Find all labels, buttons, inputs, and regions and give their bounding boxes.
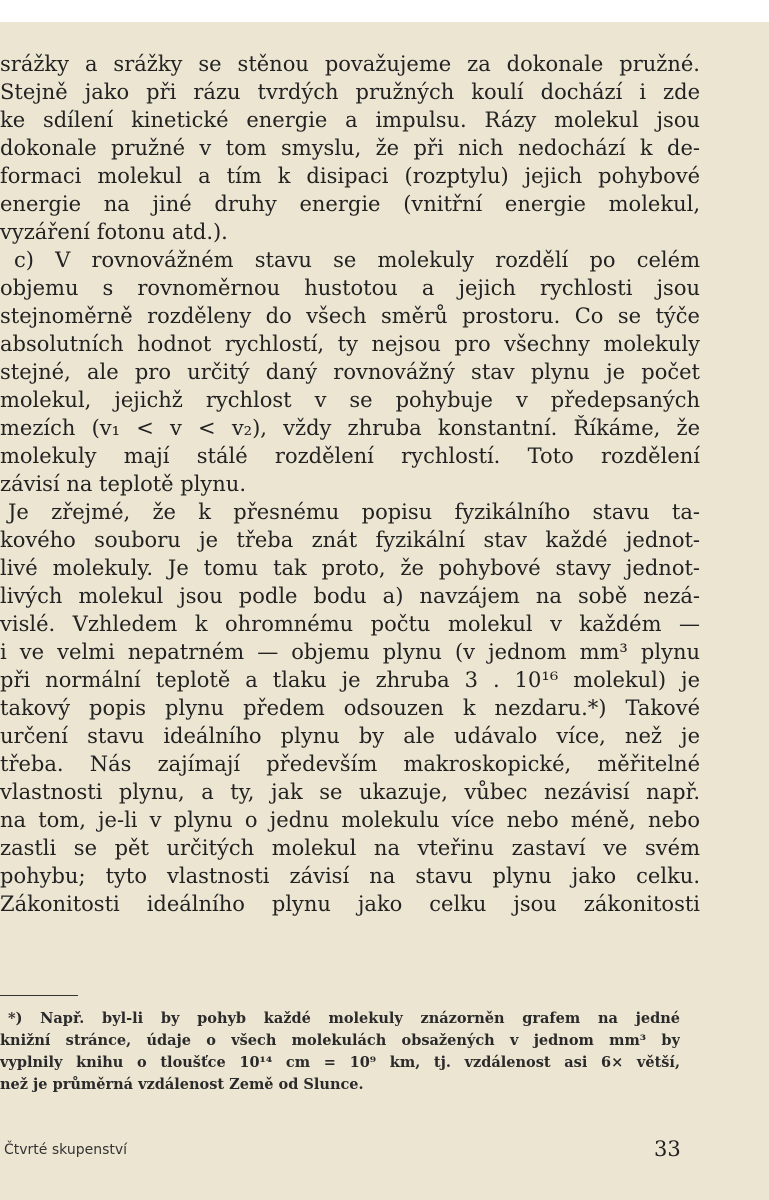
- text-line: objemu s rovnoměrnou hustotou a jejich rychlosti jsou: [0, 276, 700, 300]
- text-line: závisí na teplotě plynu.: [0, 472, 247, 496]
- text-line: energie na jiné druhy energie (vnitřní energie molekul,: [0, 192, 700, 216]
- text-line: ke sdílení kinetické energie a impulsu. Rázy molekul jsou: [0, 108, 700, 132]
- text-line: dokonale pružné v tom smyslu, že při nich nedochází k de-: [0, 136, 700, 160]
- text-line: třeba. Nás zajímají především makroskopické, měřitelné: [0, 752, 700, 776]
- text-line: stejné, ale pro určitý daný rovnovážný stav plynu je počet: [0, 360, 700, 384]
- footnote-line: vyplnily knihu o tloušťce 10¹⁴ cm = 10⁹ km, tj. vzdálenost asi 6× větší,: [0, 1054, 680, 1071]
- text-line: srážky a srážky se stěnou považujeme za dokonale pružné.: [0, 52, 700, 76]
- running-title: Čtvrté skupenství: [4, 1142, 128, 1158]
- text-line: Zákonitosti ideálního plynu jako celku jsou zákonitosti: [0, 892, 700, 916]
- page-number: 33: [654, 1137, 681, 1161]
- text-line: při normální teplotě a tlaku je zhruba 3 . 10¹⁶ molekul) je: [0, 668, 700, 692]
- text-line: vlastnosti plynu, a ty, jak se ukazuje, vůbec nezávisí např.: [0, 780, 700, 804]
- text-line: molekul, jejichž rychlost v se pohybuje v předepsaných: [0, 388, 700, 412]
- footnote: [0, 1008, 680, 1096]
- text-line: Je zřejmé, že k přesnému popisu fyzikálního stavu ta-: [8, 500, 700, 524]
- text-line: mezích (v₁ < v < v₂), vždy zhruba konstantní. Říkáme, že: [0, 416, 700, 440]
- text-line: takový popis plynu předem odsouzen k nezdaru.*) Takové: [0, 696, 700, 720]
- text-line: i ve velmi nepatrném — objemu plynu (v jednom mm³ plynu: [0, 640, 700, 664]
- text-line: molekuly mají stálé rozdělení rychlostí. Toto rozdělení: [0, 444, 700, 468]
- text-line: určení stavu ideálního plynu by ale udávalo více, než je: [0, 724, 700, 748]
- text-line: stejnoměrně rozděleny do všech směrů prostoru. Co se týče: [0, 304, 700, 328]
- text-line: na tom, je-li v plynu o jednu molekulu více nebo méně, nebo: [0, 808, 700, 832]
- footnote-divider: [0, 995, 78, 996]
- text-line: c) V rovnovážném stavu se molekuly rozdělí po celém: [14, 248, 700, 272]
- text-line: kového souboru je třeba znát fyzikální stav každé jednot-: [0, 528, 700, 552]
- text-line: livé molekuly. Je tomu tak proto, že pohybové stavy jednot-: [0, 556, 700, 580]
- footnote-line: než je průměrná vzdálenost Země od Slunce.: [0, 1076, 364, 1093]
- text-line: pohybu; tyto vlastnosti závisí na stavu plynu jako celku.: [0, 864, 700, 888]
- text-line: livých molekul jsou podle bodu a) navzájem na sobě nezá-: [0, 584, 700, 608]
- text-line: absolutních hodnot rychlostí, ty nejsou pro všechny molekuly: [0, 332, 700, 356]
- page-top-margin: [0, 0, 769, 22]
- text-line: vislé. Vzhledem k ohromnému počtu molekul v každém —: [0, 612, 700, 636]
- footnote-line: *) Např. byl-li by pohyb každé molekuly znázorněn grafem na jedné: [8, 1010, 680, 1027]
- text-line: vyzáření fotonu atd.).: [0, 220, 228, 244]
- footnote-line: knižní stránce, údaje o všech molekulách obsažených v jednom mm³ by: [0, 1032, 680, 1049]
- text-line: Stejně jako při rázu tvrdých pružných koulí dochází i zde: [0, 80, 700, 104]
- text-line: formaci molekul a tím k disipaci (rozptylu) jejich pohybové: [0, 164, 700, 188]
- body-text: [0, 50, 700, 918]
- text-line: zastli se pět určitých molekul na vteřinu zastaví ve svém: [0, 836, 700, 860]
